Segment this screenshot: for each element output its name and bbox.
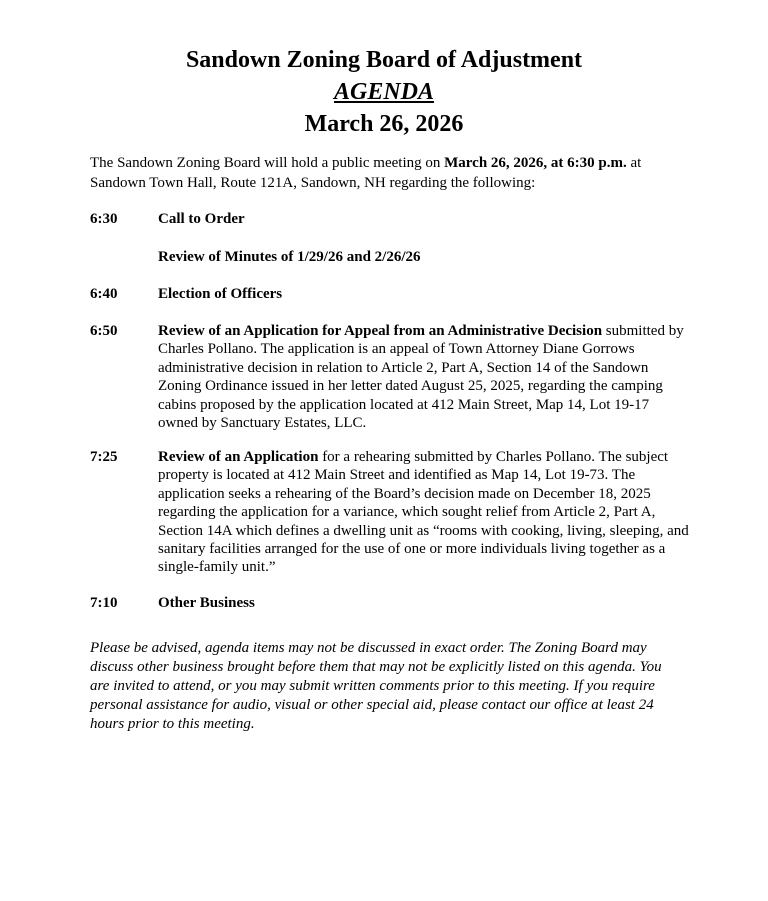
agenda-item-title: Other Business	[158, 595, 255, 611]
agenda-item-time: 6:50	[90, 323, 118, 339]
meeting-date-heading: March 26, 2026	[304, 111, 464, 137]
agenda-item-body	[158, 210, 690, 228]
agenda-item-body	[158, 285, 690, 303]
intro-text-after: at Sandown Town Hall, Route 121A, Sandown, NH regarding the following:	[90, 155, 642, 191]
intro-paragraph	[90, 153, 690, 193]
agenda-item-title: Review of Minutes of 1/29/26 and 2/26/26	[158, 249, 421, 265]
agenda-item-description: for a rehearing submitted by Charles Pollano. The subject property is located at 412 Main Street and identified as Map 14, Lot 19-73. The application seeks a rehearing of the Board’s decision made on December 18, 2025 regarding the application for a variance, which sought relief from Article 2, Part A, Section 14A which defines a dwelling unit as “rooms with cooking, living, sleeping, and sanitary facilities arranged for the use of one or more individuals living together as a single-family unit.”	[158, 449, 689, 576]
agenda-item-body	[158, 594, 690, 612]
agenda-heading: AGENDA	[333, 79, 435, 105]
intro-text-before: The Sandown Zoning Board will hold a public meeting on	[90, 155, 445, 171]
agenda-item-title: Election of Officers	[158, 286, 283, 302]
agenda-item-time: 7:25	[90, 449, 118, 465]
agenda-item-time: 6:30	[90, 211, 118, 227]
agenda-item-title: Review of an Application	[158, 449, 319, 465]
agenda-item-title: Review of an Application for Appeal from an Administrative Decision	[158, 323, 603, 339]
agenda-item-body	[158, 322, 690, 432]
agenda-item-body	[158, 248, 690, 266]
agenda-item-body	[158, 448, 690, 577]
board-name-heading: Sandown Zoning Board of Adjustment	[185, 47, 583, 73]
intro-meeting-time: March 26, 2026, at 6:30 p.m.	[444, 155, 627, 171]
agenda-item-description: submitted by Charles Pollano. The application is an appeal of Town Attorney Diane Gorrows administrative decision in relation to Article 2, Part A, Section 14 of the Sandown Zoning Ordinance issued in her letter dated August 25, 2025, regarding the camping cabins proposed by the application located at 412 Main Street, Map 14, Lot 19-17 owned by Sanctuary Estates, LLC.	[158, 323, 684, 432]
notice-paragraph: Please be advised, agenda items may not be discussed in exact order. The Zoning Board may discuss other business brought before them that may not be explicitly listed on this agenda. You are invited to attend, or you may submit written comments prior to this meeting. If you require personal assistance for audio, visual or other special aid, please contact our office at least 24 hours prior to this meeting.	[90, 640, 662, 732]
agenda-item-title: Call to Order	[158, 211, 245, 227]
agenda-item-time: 7:10	[90, 595, 118, 611]
agenda-item-time: 6:40	[90, 286, 118, 302]
